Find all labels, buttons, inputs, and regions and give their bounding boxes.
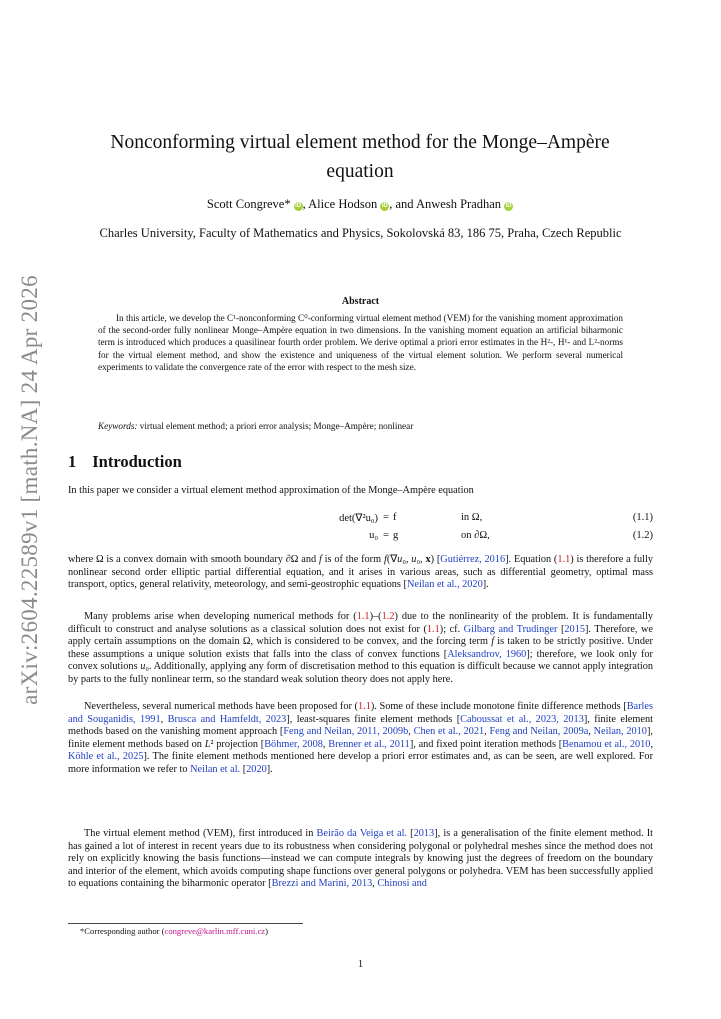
citation-link[interactable]: Barles and Souganidis, 1991 <box>68 701 653 725</box>
citation-link[interactable]: Neilan et al. <box>190 763 241 775</box>
section-title: Introduction <box>92 452 182 471</box>
keywords <box>98 421 623 431</box>
equation-condition: in Ω, <box>461 512 483 523</box>
abstract-heading: Abstract <box>341 296 380 307</box>
citation-link[interactable]: Brezzi and Marini, 2013 <box>271 878 373 890</box>
author-name: Alice Hodson <box>308 197 378 211</box>
citation-link[interactable]: 2020 <box>246 763 267 775</box>
footnote-text: *Corresponding author <box>80 926 160 936</box>
intro-sentence: In this paper we consider a virtual element method approximation of the Monge–Ampère equation <box>68 485 474 496</box>
keywords-label: Keywords: <box>98 421 138 431</box>
keywords-text: virtual element method; a priori error analysis; Monge–Ampère; nonlinear <box>139 421 414 431</box>
equation-1-2: u₀ = g on ∂Ω, (1.2) <box>369 530 653 541</box>
citation-link[interactable]: 2015 <box>564 623 585 635</box>
paper-title: Nonconforming virtual element method for the Monge–Ampère equation <box>110 132 610 182</box>
citation-link[interactable]: Gutiérrez, 2016 <box>440 554 506 565</box>
citation-link[interactable]: Beirão da Veiga et al. <box>316 828 408 839</box>
orcid-icon[interactable]: iD <box>295 203 302 209</box>
affiliation: Charles University, Faculty of Mathematics and Physics, Sokolovská 83, 186 75, Praha, Czech Republic <box>99 226 622 240</box>
citation-link[interactable]: Böhmer, 2008 <box>264 738 323 750</box>
citation-link[interactable]: Neilan et al., 2020 <box>406 579 483 591</box>
email-link[interactable]: congreve@karlin.mff.cuni.cz <box>164 926 266 936</box>
orcid-icon[interactable]: iD <box>381 203 388 209</box>
citation-link[interactable]: Benamou et al., 2010 <box>562 738 651 750</box>
citation-link[interactable]: Feng and Neilan, 2011, 2009b <box>283 726 409 738</box>
arxiv-identifier: arXiv:2604.22589v1 [math.NA] 24 Apr 2026 <box>17 275 42 705</box>
author-name: Anwesh Pradhan <box>416 197 502 211</box>
citation-link[interactable]: Feng and Neilan, 2009a <box>489 726 589 738</box>
equation-lhs: det(∇²u₀) <box>339 513 378 524</box>
abstract-text: In this article, we develop the C¹-nonconforming C⁰-conforming virtual element method (VEM) for the vanishing moment approximation of the second-order fully nonlinear Monge–Ampère equation in two dimensions. In the vanishing moment equation an artificial biharmonic term is introduced which produces a quasilinear fourth order problem. We derive optimal a priori error estimates in the H²-, H¹- and L²-norms for the virtual element method, and show the existence and uniqueness of the virtual element solution. We perform several numerical experiments to validate the convergence rate of the error with respect to the mesh size. <box>98 313 623 372</box>
equation-rhs: g <box>393 530 399 541</box>
citation-link[interactable]: Aleksandrov, 1960 <box>447 648 527 660</box>
paragraph: Nevertheless, several numerical methods have been proposed for (1.1). Some of these include monotone finite difference methods [Barles and Souganidis, 1991, Brusca and Hamfeldt, 2023], least-squares finite element methods [Caboussat et al., 2023, 2013], finite element methods based on the vanishing moment approach [Feng and Neilan, 2011, 2009b, Chen et al., 2021, Feng and Neilan, 2009a, Neilan, 2010], finite element methods based on L² projection [Böhmer, 2008, Brenner et al., 2011], and fixed point iteration methods [Benamou et al., 2010, Köhle et al., 2025]. The finite element methods mentioned here develop a priori error estimates and, as can be seen, are well explored. For more information we refer to Neilan et al. [2020]. <box>68 701 654 775</box>
equation-rhs: f <box>393 512 397 523</box>
equation-ref-link[interactable]: 1.1 <box>357 701 371 712</box>
footnote: *Corresponding author (congreve@karlin.mff.cuni.cz) <box>80 926 268 936</box>
citation-link[interactable]: Neilan, 2010 <box>593 726 647 738</box>
citation-link[interactable]: 2013 <box>413 828 435 839</box>
author-separator: , and <box>389 197 414 211</box>
equation-ref-link[interactable]: 1.1 <box>557 554 571 565</box>
paragraph: where Ω is a convex domain with smooth boundary ∂Ω and f is of the form f(∇u₀, u₀, x) [Gutiérrez, 2016]. Equation (1.1) is therefore a fully nonlinear second order elliptic partial differential equation, and it arises in various areas, such as differential geometry, optimal mass transport, optics, general relativity, meteorology, and semi-geostrophic equations [Neilan et al., 2020]. <box>68 554 653 591</box>
equation-ref-link[interactable]: 1.1 <box>356 611 370 622</box>
equation-number: (1.2) <box>632 530 653 541</box>
equation-lhs: u₀ <box>369 530 378 541</box>
citation-link[interactable]: Brenner et al., 2011 <box>328 738 410 750</box>
equation-number: (1.1) <box>632 512 653 523</box>
equation-condition: on ∂Ω, <box>461 530 490 541</box>
citation-link[interactable]: Köhle et al., 2025 <box>68 751 144 763</box>
section-number: 1 <box>68 452 77 471</box>
citation-link[interactable]: Brusca and Hamfeldt, 2023 <box>167 713 287 725</box>
page-number: 1 <box>357 959 364 970</box>
equation-1-1: det(∇²u₀) = f in Ω, (1.1) <box>339 512 653 524</box>
paragraph: The virtual element method (VEM), first introduced in Beirão da Veiga et al. [2013], is a generalisation of the finite element method. It has gained a lot of interest in recent years due to its robustness when considering polygonal or polyhedral meshes since the method does not rely on explicitly knowing the basis functions—instead we can compute integrals by knowing just the degrees of freedom on the boundary and interior of the element, which avoids computing shape functions over general polygons or polyhedra. VEM has been successfully applied to equations containing the biharmonic operator [Brezzi and Marini, 2013, Chinosi and <box>68 828 653 890</box>
citation-link[interactable]: Caboussat et al., 2023, 2013 <box>460 713 584 725</box>
section-heading <box>68 452 182 472</box>
equation-ref-link[interactable]: 1.2 <box>381 611 395 622</box>
footnote-divider <box>68 923 303 924</box>
citation-link[interactable]: Chinosi and <box>377 878 427 890</box>
citation-link[interactable]: Chen et al., 2021 <box>413 726 485 738</box>
orcid-icon[interactable]: iD <box>505 203 512 209</box>
equation-ref-link[interactable]: 1.1 <box>426 623 440 635</box>
author-separator: , <box>302 197 306 211</box>
author-name: Scott Congreve* <box>206 197 291 211</box>
arxiv-sidebar-stamp <box>10 170 50 810</box>
citation-link[interactable]: Gilbarg and Trudinger <box>463 623 558 635</box>
author-list <box>80 197 640 212</box>
paragraph: Many problems arise when developing numerical methods for (1.1)–(1.2) due to the nonlinearity of the problem. It is fundamentally difficult to construct and analyse solutions as a classical solution does not exist for (1.1); cf. Gilbarg and Trudinger [2015]. Therefore, we apply certain assumptions on the domain Ω, which is considered to be convex, and the forcing term f is taken to be strictly positive. Under these assumptions a unique solution exists that falls into the class of convex functions [Aleksandrov, 1960]; therefore, we look only for convex solutions u₀. Additionally, applying any form of discretisation method to this equation is difficult because we cannot apply integration by parts to the fully nonlinear term, so the standard weak solution theory does not apply here. <box>68 611 654 685</box>
